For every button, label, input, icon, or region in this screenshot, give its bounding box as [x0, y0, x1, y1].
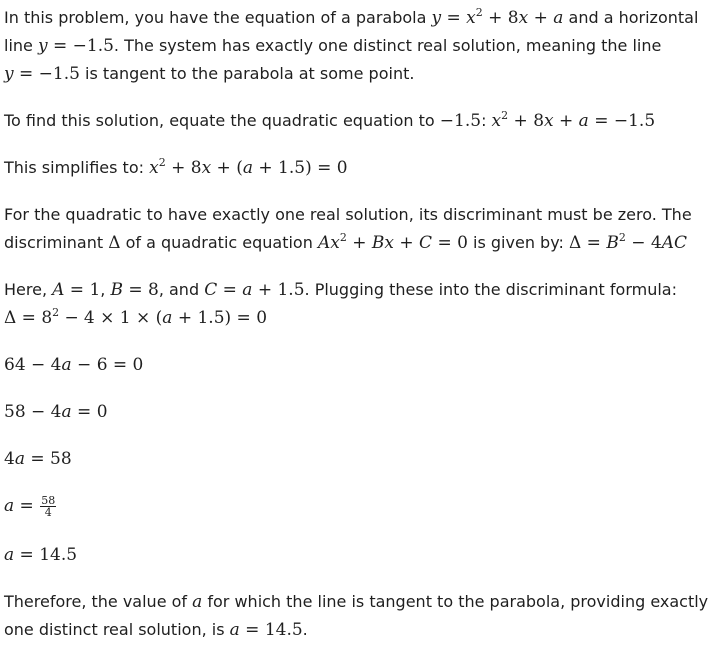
- math-line-equation: y = −1.5: [4, 64, 80, 84]
- paragraph-problem-statement: In this problem, you have the equation of a parabola $y = x^2 + 8x + a$ and a horizontal line y = −1.5. The system has exactly one distinct real solution, meaning the line y = −1.5 is tangent to the parabola at some point.: [4, 6, 699, 84]
- math-discriminant-formula: $\Delta = B^2 - 4AC$: [568, 231, 687, 253]
- step-3: [4, 445, 721, 473]
- paragraph-substitution: Here, A = 1, B = 8, and C = a + 1.5. Plugging these into the discriminant formula: $\Delta = 8^2 - 4 \times 1 \times (a + 1.5) = 0$: [4, 280, 677, 328]
- math-delta: Δ: [108, 233, 121, 253]
- math-c-value: C = a + 1.5: [204, 280, 305, 300]
- math-step-4: a = $\frac{58}{4}$: [4, 494, 56, 519]
- math-step-2: 58 − 4a = 0: [4, 402, 108, 422]
- paragraph-simplify: This simplifies to: $x^2 + 8x + (a + 1.5) = 0$: [4, 156, 348, 178]
- math-step-1: 64 − 4a − 6 = 0: [4, 355, 144, 375]
- math-general-quadratic: $Ax^2 + Bx + C = 0$: [317, 231, 468, 253]
- math-parabola-equation: $y = x^2 + 8x + a$: [431, 6, 564, 28]
- math-final-answer: a = 14.5: [229, 620, 303, 640]
- math-value: −1.5: [439, 111, 482, 131]
- step-1: [4, 351, 721, 379]
- math-variable-a: a: [192, 592, 203, 612]
- math-equated-equation: $x^2 + 8x + a = -1.5$: [491, 109, 656, 131]
- paragraph-conclusion: Therefore, the value of a for which the line is tangent to the parabola, providing exactly one distinct real solution, is a = 14.5.: [4, 592, 709, 640]
- paragraph-discriminant-intro: For the quadratic to have exactly one real solution, its discriminant must be zero. The discriminant Δ of a quadratic equation $Ax^2 + Bx + C = 0$ is given by: $\Delta = B^2 - 4AC$: [4, 205, 692, 253]
- math-simplified-equation: $x^2 + 8x + (a + 1.5) = 0$: [149, 156, 348, 178]
- step-4: [4, 492, 721, 520]
- step-5: [4, 541, 721, 569]
- math-discriminant-substituted-cont: 4 × 1 × (a + 1.5) = 0: [83, 308, 268, 328]
- step-2: [4, 398, 721, 426]
- math-discriminant-substituted: $\Delta = 8^2$ −: [4, 306, 79, 328]
- math-a-value: A = 1: [52, 280, 101, 300]
- math-step-5: a = 14.5: [4, 545, 78, 565]
- paragraph-equate: To find this solution, equate the quadratic equation to −1.5: $x^2 + 8x + a = -1.5$: [4, 109, 656, 131]
- fraction: $\frac{58}{4}$: [41, 494, 56, 519]
- math-horizontal-line: y = −1.5: [37, 36, 114, 56]
- math-b-value: B = 8: [110, 280, 159, 300]
- math-step-3: 4a = 58: [4, 449, 72, 469]
